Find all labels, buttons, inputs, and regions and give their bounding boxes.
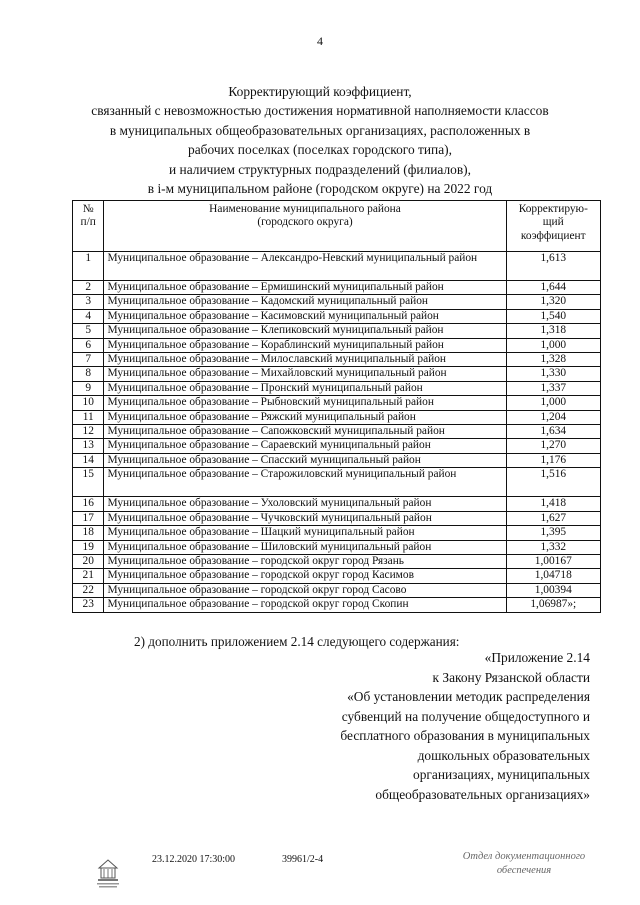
row-name: Муниципальное образование – Кадомский муниципальный район [104,295,506,309]
table-row [73,381,601,395]
row-value: 1,00167 [506,554,600,568]
row-value: 1,176 [506,453,600,467]
row-name: Муниципальное образование – Сапожковский муниципальный район [104,425,506,439]
table-row [73,295,601,309]
title-line-4: рабочих поселках (поселках городского типа), [188,142,452,158]
table-row [73,367,601,381]
table-row [73,453,601,467]
document-title [60,82,580,198]
footer-doc-code: 39961/2-4 [282,854,324,865]
row-num: 10 [73,396,104,410]
title-line-3: в муниципальных общеобразовательных организациях, расположенных в [109,122,531,138]
row-value: 1,332 [506,540,600,554]
department-stamp-line2: обеспечения [496,865,552,876]
table-row [73,540,601,554]
table-row [73,353,601,367]
row-value: 1,270 [506,439,600,453]
row-value: 1,540 [506,309,600,323]
row-value: 1,000 [506,338,600,352]
header-name-line2: (городского округа) [257,216,353,229]
header-coefficient [506,201,600,252]
header-coef-line1: Корректирую- [518,203,588,215]
row-name: Муниципальное образование – Касимовский муниципальный район [104,309,506,323]
row-num: 18 [73,526,104,540]
header-name-line1: Наименование муниципального района [209,203,401,215]
annex-line-8: общеобразовательных организациях» [375,786,590,802]
row-value: 1,418 [506,497,600,511]
table-row [73,468,601,497]
annex-line-1: «Приложение 2.14 [484,650,590,665]
row-num: 22 [73,583,104,597]
annex-line-3: «Об установлении методик распределения [347,689,590,704]
table-row [73,252,601,281]
row-value: 1,634 [506,425,600,439]
row-name: Муниципальное образование – Михайловский муниципальный район [104,367,506,381]
header-num-line1: № [82,203,94,215]
table-row [73,526,601,540]
row-value: 1,395 [506,526,600,540]
row-num: 21 [73,569,104,583]
department-stamp [444,850,604,878]
row-num: 12 [73,425,104,439]
row-value: 1,204 [506,410,600,424]
coefficient-table [72,200,601,613]
row-num: 2 [73,281,104,295]
row-num: 16 [73,497,104,511]
page-number: 4 [317,34,323,48]
row-name: Муниципальное образование – городской округ город Касимов [104,569,506,583]
row-num: 13 [73,439,104,453]
annex-line-2: к Закону Рязанской области [432,669,590,685]
row-value: 1,328 [506,353,600,367]
table-row [73,554,601,568]
row-num: 7 [73,353,104,367]
row-value: 1,04718 [506,569,600,583]
row-value: 1,320 [506,295,600,309]
table-row [73,583,601,597]
amendment-text: 2) дополнить приложением 2.14 следующего содержания: [134,634,460,649]
row-value: 1,627 [506,511,600,525]
row-name: Муниципальное образование – Шиловский муниципальный район [104,540,506,554]
header-num-line2: п/п [80,216,96,229]
annex-line-6: дошкольных образовательных [417,747,590,763]
row-num: 3 [73,295,104,309]
row-num: 5 [73,324,104,338]
annex-line-4: субвенций на получение общедоступного и [341,708,590,724]
row-num: 19 [73,540,104,554]
header-coef-line3: коэффициент [520,229,586,242]
row-name: Муниципальное образование – городской округ город Рязань [104,554,506,568]
annex-heading [290,648,590,804]
row-name: Муниципальное образование – Сараевский муниципальный район [104,439,506,453]
row-num: 4 [73,309,104,323]
table-row [73,497,601,511]
annex-line-5: бесплатного образования в муниципальных [340,728,590,743]
table-row [73,569,601,583]
row-name: Муниципальное образование – Ряжский муниципальный район [104,410,506,424]
row-name: Муниципальное образование – Клепиковский муниципальный район [104,324,506,338]
table-row [73,309,601,323]
table-row [73,439,601,453]
table-row [73,396,601,410]
row-num: 14 [73,453,104,467]
title-line-1: Корректирующий коэффициент, [228,84,412,99]
row-value: 1,00394 [506,583,600,597]
row-name: Муниципальное образование – Старожиловский муниципальный район [104,468,506,497]
row-num: 9 [73,381,104,395]
row-name: Муниципальное образование – Александро-Невский муниципальный район [104,252,506,281]
row-num: 6 [73,338,104,352]
row-value: 1,06987»; [506,598,600,612]
duma-emblem-icon [93,854,123,890]
row-value: 1,644 [506,281,600,295]
row-value: 1,613 [506,252,600,281]
table-row [73,338,601,352]
row-value: 1,000 [506,396,600,410]
page-footer [0,848,640,898]
row-name: Муниципальное образование – Рыбновский муниципальный район [104,396,506,410]
table-row [73,511,601,525]
row-value: 1,330 [506,367,600,381]
table-row [73,281,601,295]
department-stamp-line1: Отдел документационного [462,851,586,862]
row-name: Муниципальное образование – городской округ город Скопин [104,598,506,612]
table-row [73,410,601,424]
row-name: Муниципальное образование – Ермишинский муниципальный район [104,281,506,295]
row-num: 8 [73,367,104,381]
title-line-6: в i-м муниципальном районе (городском округе) на 2022 год [147,181,493,197]
row-num: 15 [73,468,104,497]
row-name: Муниципальное образование – Шацкий муниципальный район [104,526,506,540]
table-row [73,324,601,338]
header-num [73,201,104,252]
row-name: Муниципальное образование – Пронский муниципальный район [104,381,506,395]
row-num: 1 [73,252,104,281]
row-name: Муниципальное образование – Ухоловский муниципальный район [104,497,506,511]
row-num: 17 [73,511,104,525]
table-row [73,598,601,612]
row-num: 20 [73,554,104,568]
table-row [73,425,601,439]
row-name: Муниципальное образование – Чучковский муниципальный район [104,511,506,525]
row-value: 1,318 [506,324,600,338]
row-name: Муниципальное образование – городской округ город Сасово [104,583,506,597]
header-name [104,201,506,252]
title-line-2: связанный с невозможностью достижения нормативной наполняемости классов [91,103,549,119]
row-name: Муниципальное образование – Кораблинский муниципальный район [104,338,506,352]
row-num: 23 [73,598,104,612]
row-name: Муниципальное образование – Милославский муниципальный район [104,353,506,367]
row-num: 11 [73,410,104,424]
annex-line-7: организациях, муниципальных [413,767,590,782]
row-value: 1,337 [506,381,600,395]
header-coef-line2: щий [542,216,564,229]
table-header-row [73,201,601,252]
footer-datetime: 23.12.2020 17:30:00 [152,854,236,865]
row-name: Муниципальное образование – Спасский муниципальный район [104,453,506,467]
row-value: 1,516 [506,468,600,497]
title-line-5: и наличием структурных подразделений (филиалов), [169,161,471,177]
